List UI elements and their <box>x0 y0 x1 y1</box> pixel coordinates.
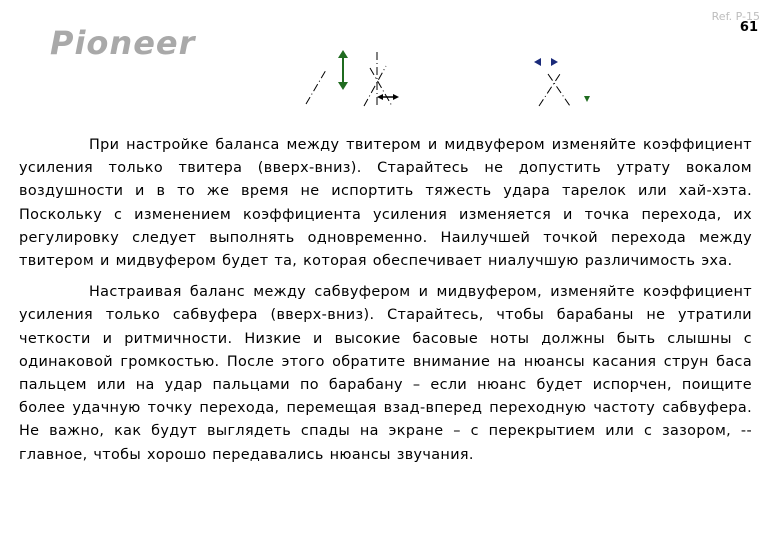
slope-line-left-b <box>364 66 386 106</box>
slope-line-right-b <box>548 74 570 106</box>
down-arrow-icon <box>584 96 590 102</box>
crossover-diagram <box>290 44 620 116</box>
slope-line-right-a <box>539 74 560 106</box>
logo-wordmark: Pioneer <box>50 24 196 62</box>
right-arrow-icon <box>551 58 558 66</box>
slope-line-left-a <box>306 70 326 104</box>
left-arrow-icon <box>534 58 541 66</box>
up-down-arrow-icon <box>338 50 348 90</box>
page-number: 61 <box>739 20 758 35</box>
slope-line-left-c <box>370 68 392 106</box>
paragraph-tweeter-balance: При настройке баланса между твитером и мидвуфером изменяйте коэффициент усиления только твитера (вверх-вниз). Старайтесь не допустить утрату вокалом воздушности и в то же время не испортить тяжесть удара тарелок или хай-хэта. Поскольку с изменением коэффициента усиления изменяется и точка перехода, их регулировку следует выполнять одновременно. Наилучшей точкой перехода между твитером и мидвуфером будет та, которая обеспечивает ниалучшую различимость эха. <box>19 137 752 270</box>
paragraph-subwoofer-balance: Настраивая баланс между сабвуфером и мидвуфером, изменяйте коэффициент усиления только сабвуфера (вверх-вниз). Старайтесь, чтобы барабаны не утратили четкости и ритмичности. Низкие и высокие басовые ноты должны быть слышны с одинаковой громкостью. После этого обратите внимание на нюансы касания струн баса пальцем или на удар пальцами по барабану – если нюанс будет испорчен, поищите более удачную точку перехода, перемещая взад-вперед переходную частоту сабвуфера. Не важно, как будут выглядеть спады на экране – с перекрытием или с зазором, -- главное, чтобы хорошо передавались нюансы звучания. <box>19 284 752 463</box>
body-text <box>19 134 752 475</box>
pioneer-logo <box>48 24 244 64</box>
reference-label: Ref. P-15 <box>711 10 760 23</box>
